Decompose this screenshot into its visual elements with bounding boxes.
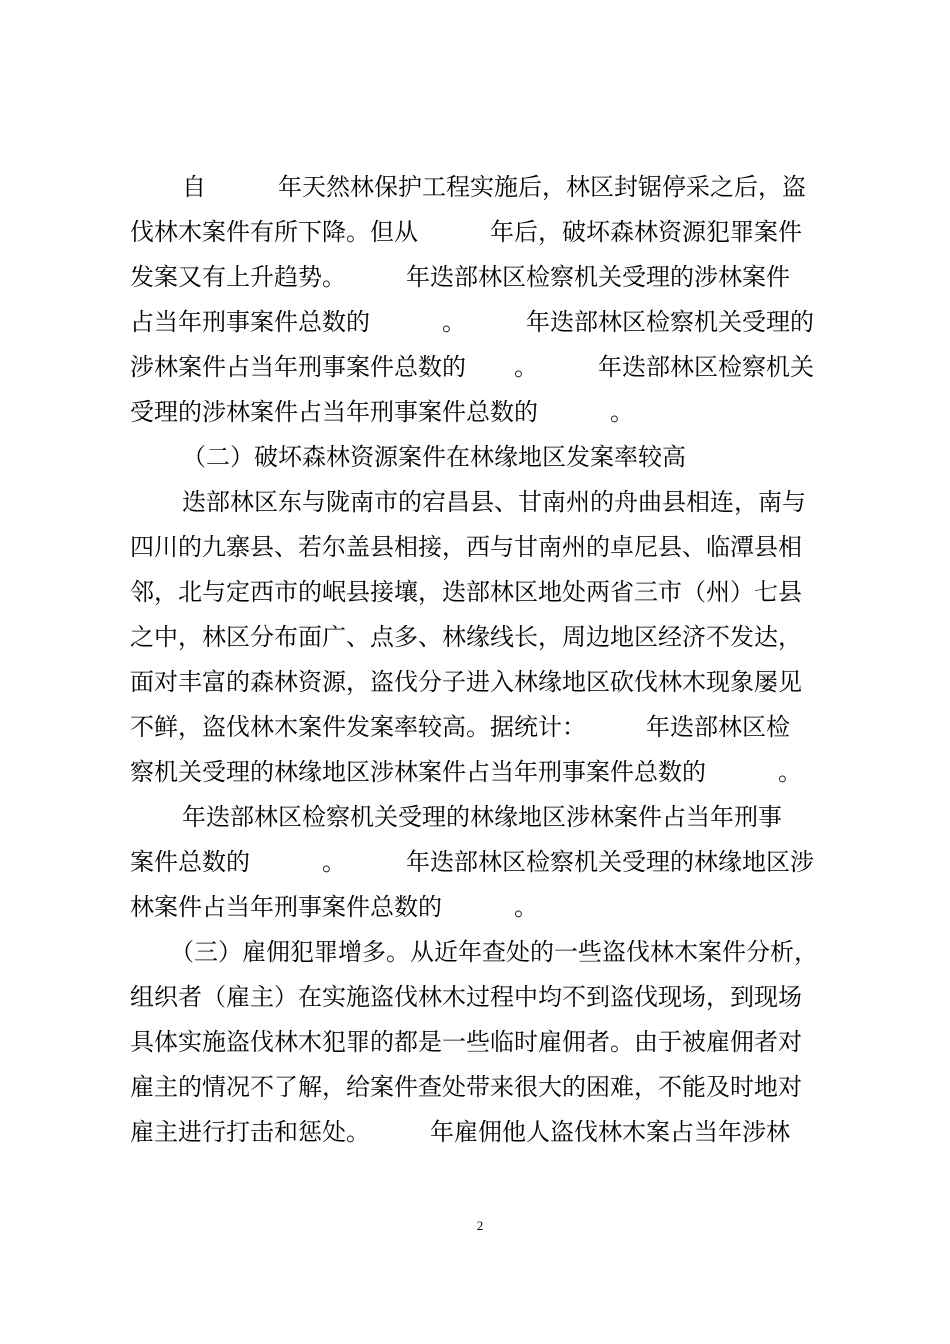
text-line-5: 涉林案件占当年刑事案件总数的 。 年迭部林区检察机关 <box>130 353 814 381</box>
text-line-2: 伐林木案件有所下降。但从 年后，破坏森林资源犯罪案件 <box>130 218 802 246</box>
text-line-8: 迭部林区东与陇南市的宕昌县、甘南州的舟曲县相连，南与 <box>182 488 806 516</box>
page-number: 2 <box>476 1218 484 1233</box>
text-line-15: 年迭部林区检察机关受理的林缘地区涉林案件占当年刑事 <box>182 803 782 831</box>
text-line-20: 具体实施盗伐林木犯罪的都是一些临时雇佣者。由于被雇佣者对 <box>130 1028 802 1056</box>
text-line-9: 四川的九寨县、若尔盖县相接，西与甘南州的卓尼县、临潭县相 <box>130 533 802 561</box>
section-heading-2: （二）破坏森林资源案件在林缘地区发案率较高 <box>182 443 686 471</box>
text-line-6: 受理的涉林案件占当年刑事案件总数的 。 <box>130 398 634 426</box>
text-line-16: 案件总数的 。 年迭部林区检察机关受理的林缘地区涉 <box>130 848 814 876</box>
text-line-11: 之中，林区分布面广、点多、林缘线长，周边地区经济不发达， <box>130 623 802 651</box>
text-line-21: 雇主的情况不了解，给案件查处带来很大的困难，不能及时地对 <box>130 1073 802 1101</box>
text-line-17: 林案件占当年刑事案件总数的 。 <box>130 893 538 921</box>
text-line-19: 组织者（雇主）在实施盗伐林木过程中均不到盗伐现场，到现场 <box>130 983 802 1011</box>
text-line-4: 占当年刑事案件总数的 。 年迭部林区检察机关受理的 <box>130 308 814 336</box>
text-line-10: 邻，北与定西市的岷县接壤，迭部林区地处两省三市（州）七县 <box>130 578 802 606</box>
text-line-1: 自 年天然林保护工程实施后，林区封锯停采之后，盗 <box>182 173 806 201</box>
text-line-13: 不鲜，盗伐林木案件发案率较高。据统计： 年迭部林区检 <box>130 713 790 741</box>
text-line-22: 雇主进行打击和惩处。 年雇佣他人盗伐林木案占当年涉林 <box>130 1118 790 1146</box>
text-line-12: 面对丰富的森林资源，盗伐分子进入林缘地区砍伐林木现象屡见 <box>130 668 802 696</box>
text-line-3: 发案又有上升趋势。 年迭部林区检察机关受理的涉林案件 <box>130 263 790 291</box>
text-line-14: 察机关受理的林缘地区涉林案件占当年刑事案件总数的 。 <box>130 758 802 786</box>
section-heading-3: （三）雇佣犯罪增多。从近年查处的一些盗伐林木案件分析， <box>170 938 818 966</box>
